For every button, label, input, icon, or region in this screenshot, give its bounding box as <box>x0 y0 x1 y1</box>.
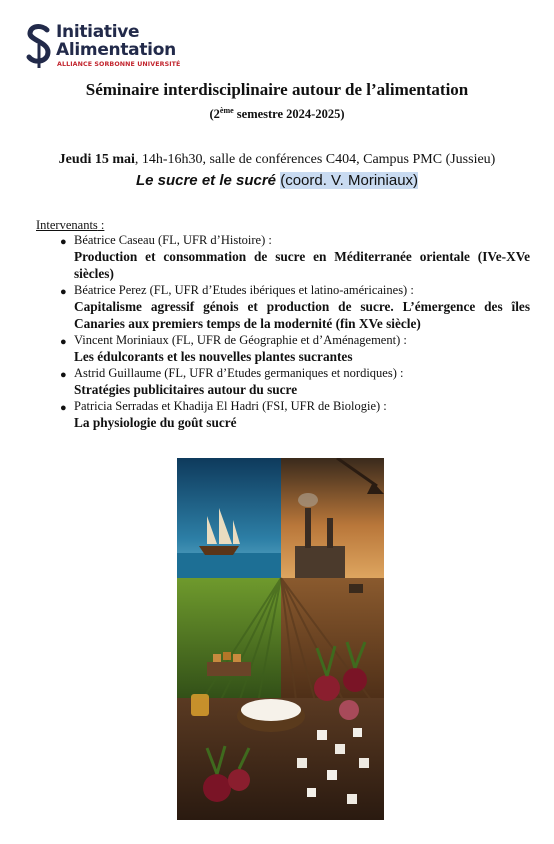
initiative-alimentation-logo <box>26 18 181 72</box>
talk-title: Production et consommation de sucre en Méditerranée orientale (IVe-XVe siècles) <box>74 249 530 281</box>
talk-title: Stratégies publicitaires autour du sucre <box>74 382 298 397</box>
speaker-name: Astrid Guillaume (FL, UFR d’Etudes germaniques et nordiques) : <box>74 366 404 380</box>
semester-open: (2 <box>209 107 220 121</box>
speaker-name: Béatrice Perez (FL, UFR d’Etudes ibériques et latino-américaines) : <box>74 283 414 297</box>
topic-coordinator: (coord. V. Moriniaux) <box>280 172 419 189</box>
list-item <box>56 283 530 332</box>
intervenants-label: Intervenants <box>36 218 98 232</box>
semester-sup: ème <box>219 106 234 115</box>
session-date <box>0 152 554 168</box>
session-topic <box>0 172 554 189</box>
list-item <box>56 399 530 431</box>
speaker-name: Patricia Serradas et Khadija El Hadri (FSI, UFR de Biologie) : <box>74 399 387 413</box>
logo-title-line2: Alimentation <box>56 40 176 60</box>
list-item <box>56 233 530 282</box>
talk-title: La physiologie du goût sucré <box>74 415 237 430</box>
speaker-list <box>56 233 530 432</box>
list-item <box>56 366 530 398</box>
speaker-name: Béatrice Caseau (FL, UFR d’Histoire) : <box>74 233 272 247</box>
speaker-name: Vincent Moriniaux (FL, UFR de Géographie et d’Aménagement) : <box>74 333 407 347</box>
logo-subtitle: ALLIANCE SORBONNE UNIVERSITÉ <box>57 61 181 68</box>
bullet-icon: ● <box>60 286 67 298</box>
bullet-icon: ● <box>60 402 67 414</box>
bullet-icon: ● <box>60 336 67 348</box>
topic-title: Le sucre et le sucré <box>135 172 277 189</box>
intervenants-colon: : <box>97 218 105 232</box>
semester-rest: semestre 2024-2025) <box>233 107 345 121</box>
logo-title-line1: Initiative <box>56 22 140 42</box>
session-date-day: Jeudi 15 mai <box>58 152 135 167</box>
list-item <box>56 333 530 365</box>
talk-title: Capitalisme agressif génois et production de sucre. L’émergence des îles Canaries aux premiers temps de la modernité (fin XVe siècle) <box>74 299 530 331</box>
page-title: Séminaire interdisciplinaire autour de l’alimentation <box>85 80 469 99</box>
bullet-icon: ● <box>60 236 67 248</box>
bullet-icon: ● <box>60 369 67 381</box>
intervenants-heading <box>36 218 104 233</box>
talk-title: Les édulcorants et les nouvelles plantes sucrantes <box>74 349 353 364</box>
semester-line <box>0 106 554 122</box>
session-date-details: , 14h-16h30, salle de conférences C404, Campus PMC (Jussieu) <box>134 152 496 167</box>
sugar-illustration <box>177 458 384 820</box>
logo-s-icon <box>26 24 52 68</box>
